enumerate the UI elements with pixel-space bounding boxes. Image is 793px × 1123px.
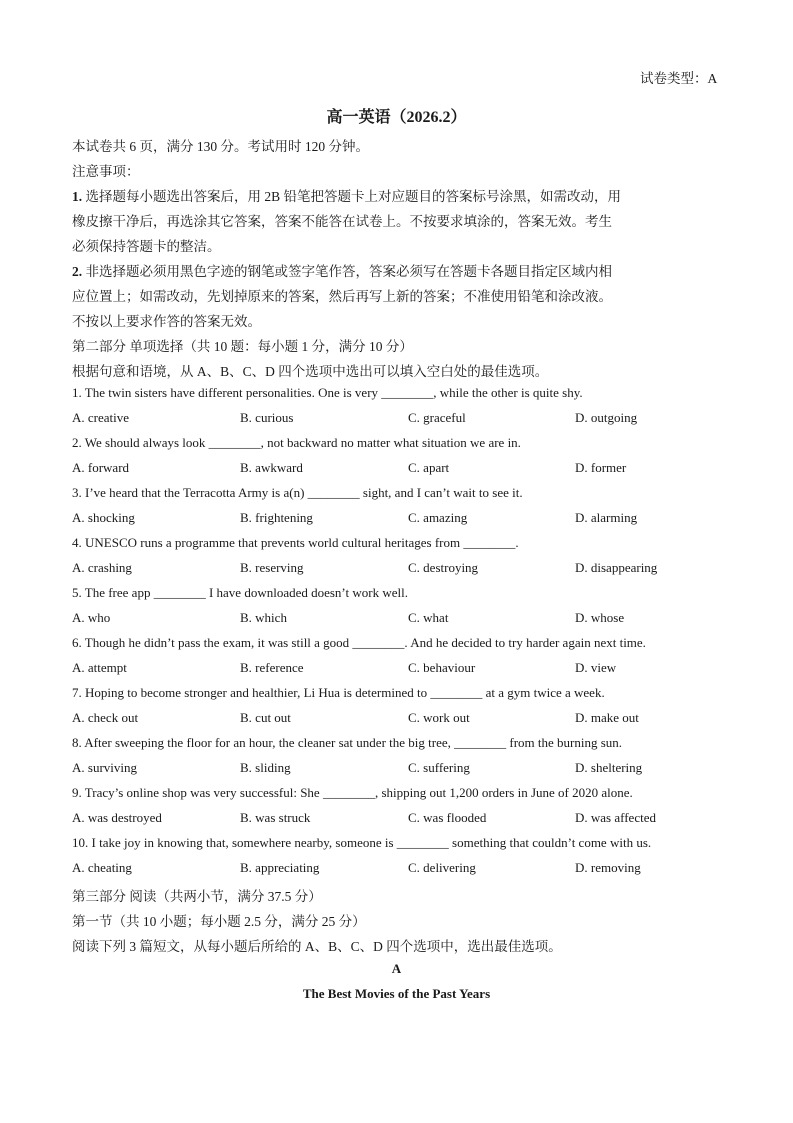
question-stem: 7. Hoping to become stronger and healthier, Li Hua is determined to ________ at a gym twice a week.: [72, 685, 605, 700]
question-option-b: B. curious: [240, 410, 294, 425]
question-stem: 9. Tracy’s online shop was very successful: She ________, shipping out 1,200 orders in June of 2020 alone.: [72, 785, 633, 800]
question-option-a: A. surviving: [72, 760, 137, 775]
question-stem: 8. After sweeping the floor for an hour, the cleaner sat under the big tree, ________ from the burning sun.: [72, 735, 623, 750]
note-2-line-1: [72, 260, 612, 280]
question-option-b: B. sliding: [240, 760, 291, 775]
note-2-number: 2.: [72, 264, 83, 279]
section-1-instruction: 阅读下列 3 篇短文，从每小题后所给的 A、B、C、D 四个选项中，选出最佳选项。: [72, 939, 562, 954]
page-title: [0, 104, 793, 127]
notes-heading: 注意事项：: [72, 164, 140, 179]
question-option-b: B. appreciating: [240, 860, 320, 875]
note-2-text: 非选择题必须用黑色字迹的钢笔或签字笔作答，答案必须写在答题卡各题目指定区域内相: [82, 264, 612, 279]
question-option-d: D. removing: [575, 860, 641, 875]
passage-title: The Best Movies of the Past Years: [302, 986, 491, 1001]
note-1-line-1: [72, 185, 621, 205]
part-2-heading: 第二部分 单项选择（共 10 题：每小题 1 分，满分 10 分）: [72, 339, 413, 354]
question-option-a: A. crashing: [72, 560, 132, 575]
question-option-d: D. make out: [575, 710, 639, 725]
question-option-a: A. was destroyed: [72, 810, 162, 825]
question-option-b: B. which: [240, 610, 287, 625]
note-1-text: 选择题每小题选出答案后，用 2B 铅笔把答题卡上对应题目的答案标号涂黑，如需改动，用: [82, 189, 622, 204]
note-1-number: 1.: [72, 189, 83, 204]
question-stem: 2. We should always look ________, not backward no matter what situation we are in.: [72, 435, 521, 450]
question-option-d: D. alarming: [575, 510, 638, 525]
question-option-c: C. was flooded: [408, 810, 487, 825]
note-1-line-2: 橡皮擦干净后，再选涂其它答案，答案不能答在试卷上。不按要求填涂的，答案无效。考生: [72, 214, 612, 229]
question-option-d: D. sheltering: [575, 760, 643, 775]
note-1-line-3: 必须保持答题卡的整洁。: [72, 239, 221, 254]
question-option-d: D. former: [575, 460, 627, 475]
question-option-c: C. amazing: [408, 510, 468, 525]
question-stem: 4. UNESCO runs a programme that prevents world cultural heritages from ________.: [72, 535, 519, 550]
part-3-heading: 第三部分 阅读（共两小节，满分 37.5 分）: [72, 889, 322, 904]
question-option-d: D. view: [575, 660, 617, 675]
question-option-a: A. forward: [72, 460, 130, 475]
question-option-a: A. who: [72, 610, 111, 625]
question-option-b: B. reference: [240, 660, 304, 675]
question-option-b: B. was struck: [240, 810, 311, 825]
question-option-d: D. disappearing: [575, 560, 658, 575]
question-option-c: C. work out: [408, 710, 470, 725]
question-option-a: A. shocking: [72, 510, 135, 525]
question-option-b: B. reserving: [240, 560, 304, 575]
question-option-a: A. attempt: [72, 660, 127, 675]
question-stem: 5. The free app ________ I have downloaded doesn’t work well.: [72, 585, 408, 600]
paper-type-label: 试卷类型：A: [640, 71, 718, 86]
note-2-line-2: 应位置上；如需改动，先划掉原来的答案，然后再写上新的答案；不准使用铅笔和涂改液。: [72, 289, 612, 304]
passage-letter: A: [391, 961, 402, 976]
question-option-d: D. outgoing: [575, 410, 638, 425]
question-option-a: A. check out: [72, 710, 139, 725]
question-option-c: C. delivering: [408, 860, 476, 875]
question-option-b: B. cut out: [240, 710, 291, 725]
question-option-c: C. what: [408, 610, 449, 625]
question-option-b: B. frightening: [240, 510, 313, 525]
note-2-line-3: 不按以上要求作答的答案无效。: [72, 314, 261, 329]
question-option-c: C. apart: [408, 460, 450, 475]
question-stem: 3. I’ve heard that the Terracotta Army is a(n) ________ sight, and I can’t wait to see it.: [72, 485, 523, 500]
question-option-a: A. creative: [72, 410, 130, 425]
question-option-c: C. suffering: [408, 760, 470, 775]
part-2-instruction: 根据句意和语境，从 A、B、C、D 四个选项中选出可以填入空白处的最佳选项。: [72, 364, 549, 379]
question-option-a: A. cheating: [72, 860, 132, 875]
exam-intro: 本试卷共 6 页，满分 130 分。考试用时 120 分钟。: [72, 139, 369, 154]
question-option-d: D. was affected: [575, 810, 656, 825]
question-stem: 1. The twin sisters have different personalities. One is very ________, while the other is quite shy.: [72, 385, 583, 400]
question-option-b: B. awkward: [240, 460, 303, 475]
page-title-text: 高一英语（2026.2）: [326, 109, 467, 126]
section-1-heading: 第一节（共 10 小题；每小题 2.5 分，满分 25 分）: [72, 914, 366, 929]
question-option-d: D. whose: [575, 610, 625, 625]
question-option-c: C. destroying: [408, 560, 479, 575]
question-stem: 6. Though he didn’t pass the exam, it was still a good ________. And he decided to try harder again next time.: [72, 635, 646, 650]
question-option-c: C. graceful: [408, 410, 466, 425]
question-stem: 10. I take joy in knowing that, somewhere nearby, someone is ________ something that couldn’t come with us.: [72, 835, 652, 850]
question-option-c: C. behaviour: [408, 660, 476, 675]
